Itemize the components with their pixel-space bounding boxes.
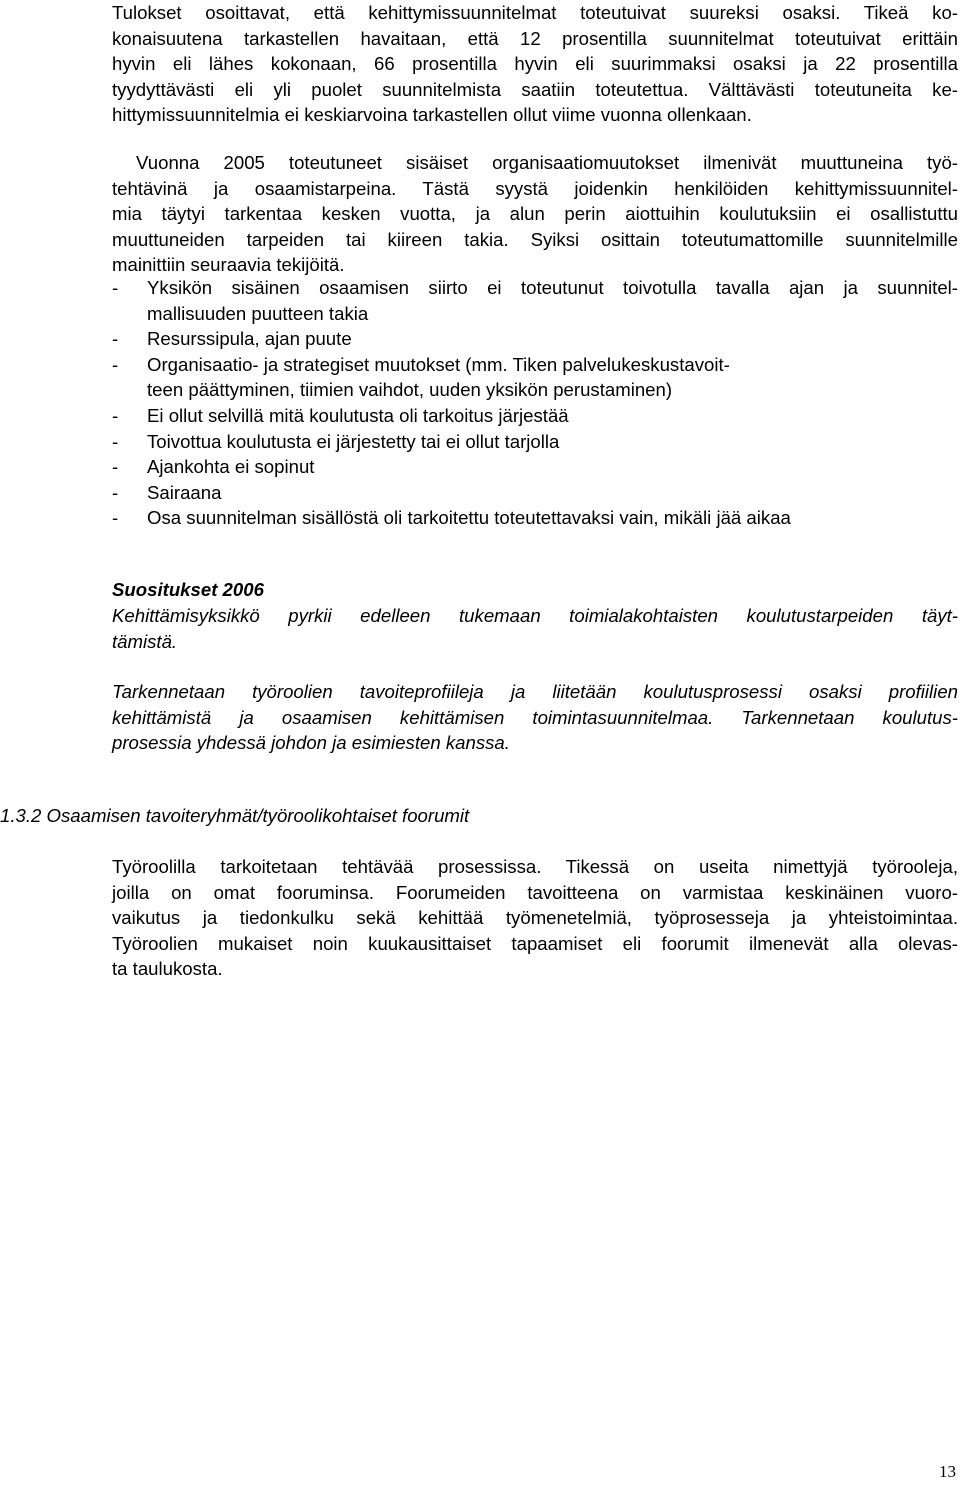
paragraph-line: mainittiin seuraavia tekijöitä. <box>112 254 345 276</box>
list-item <box>112 326 958 352</box>
list-dash: - <box>112 328 119 350</box>
results-paragraph <box>112 0 958 128</box>
paragraph-line: muuttuneiden tarpeiden tai kiireen takia. Syiksi osittain toteutumattomille suunnitelmille <box>112 228 958 250</box>
paragraph-line: Tarkennetaan työroolien tavoiteprofiileja ja liitetään koulutusprosessi osaksi profiilien <box>112 681 958 702</box>
section-heading: 1.3.2 Osaamisen tavoiteryhmät/työroolikohtaiset foorumit <box>0 805 470 826</box>
paragraph-line: mia täytyi tarkentaa kesken vuotta, ja alun perin aiottuihin koulutuksiin ei osallistuttu <box>112 203 958 225</box>
section-paragraph <box>112 854 958 982</box>
recommendations-title <box>112 577 958 603</box>
list-item-line: Ajankohta ei sopinut <box>147 456 315 478</box>
list-item-line: teen päättyminen, tiimien vaihdot, uuden yksikön perustaminen) <box>147 379 673 401</box>
list-item <box>112 429 958 455</box>
paragraph-line: Vuonna 2005 toteutuneet sisäiset organisaatiomuutokset ilmenivät muuttuneina työ- <box>112 152 958 173</box>
list-item <box>112 352 958 403</box>
paragraph-line: Työroolien mukaiset noin kuukausittaiset tapaamiset eli foorumit ilmenevät alla olevas- <box>112 932 958 954</box>
paragraph-line: kehittämistä ja osaamisen kehittämisen toimintasuunnitelmaa. Tarkennetaan koulutus- <box>112 706 958 728</box>
list-dash: - <box>112 353 119 375</box>
list-item <box>112 454 958 480</box>
list-item <box>112 505 958 531</box>
list-dash: - <box>112 456 119 478</box>
list-item-line: Sairaana <box>147 481 222 503</box>
paragraph-line: Kehittämisyksikkö pyrkii edelleen tukemaan toimialakohtaisten koulutustarpeiden täyt- <box>112 605 958 626</box>
list-item-line: Osa suunnitelman sisällöstä oli tarkoitettu toteutettavaksi vain, mikäli jää aikaa <box>147 507 791 529</box>
list-item-line: mallisuuden puutteen takia <box>147 302 369 324</box>
list-dash: - <box>112 481 119 503</box>
paragraph-line: ta taulukosta. <box>112 958 223 980</box>
list-dash: - <box>112 404 119 426</box>
page-number: 13 <box>939 1462 956 1481</box>
list-item-line: Ei ollut selvillä mitä koulutusta oli tarkoitus järjestää <box>147 404 569 426</box>
paragraph-line: tehtävinä ja osaamistarpeina. Tästä syystä joidenkin henkilöiden kehittymissuunnitel- <box>112 177 958 199</box>
list-item-line: Yksikön sisäinen osaamisen siirto ei toteutunut toivotulla tavalla ajan ja suunnitel- <box>147 277 958 298</box>
paragraph-line: hyvin eli lähes kokonaan, 66 prosentilla hyvin eli suurimmaksi osaksi ja 22 prosentilla <box>112 53 958 75</box>
list-item <box>112 403 958 429</box>
paragraph-line: Tulokset osoittavat, että kehittymissuunnitelmat toteutuivat suureksi osaksi. Tikeä ko- <box>112 2 958 23</box>
list-dash: - <box>112 430 119 452</box>
paragraph-line: prosessia yhdessä johdon ja esimiesten kanssa. <box>112 732 510 754</box>
paragraph-line: Työroolilla tarkoitetaan tehtävää prosessissa. Tikessä on useita nimettyjä työrooleja, <box>112 856 958 877</box>
list-dash: - <box>112 507 119 529</box>
recommendations-paragraph-1 <box>112 603 958 654</box>
paragraph-line: tämistä. <box>112 630 178 652</box>
paragraph-line: vaikutus ja tiedonkulku sekä kehittää työmenetelmiä, työprosesseja ja yhteistoimintaa. <box>112 907 958 929</box>
list-item <box>112 275 958 326</box>
list-item-line: Toivottua koulutusta ei järjestetty tai ei ollut tarjolla <box>147 430 560 452</box>
paragraph-line: tyydyttävästi eli yli puolet suunnitelmista saatiin toteutettua. Välttävästi toteutuneita ke- <box>112 78 958 100</box>
paragraph-line: hittymissuunnitelmia ei keskiarvoina tarkastellen ollut viime vuonna ollenkaan. <box>112 104 752 126</box>
list-item-line: Resurssipula, ajan puute <box>147 328 352 350</box>
paragraph-line: konaisuutena tarkastellen havaitaan, että 12 prosentilla suunnitelmat toteutuivat erittäin <box>112 27 958 49</box>
organization-changes-paragraph <box>112 150 958 278</box>
paragraph-line: joilla on omat fooruminsa. Foorumeiden tavoitteena on varmistaa keskinäinen vuoro- <box>112 881 958 903</box>
recommendations-heading: Suositukset 2006 <box>112 579 264 600</box>
reasons-list <box>112 275 958 531</box>
list-item <box>112 480 958 506</box>
list-dash: - <box>112 277 119 298</box>
recommendations-paragraph-2 <box>112 679 958 756</box>
list-item-line: Organisaatio- ja strategiset muutokset (mm. Tiken palvelukeskustavoit- <box>147 353 730 375</box>
